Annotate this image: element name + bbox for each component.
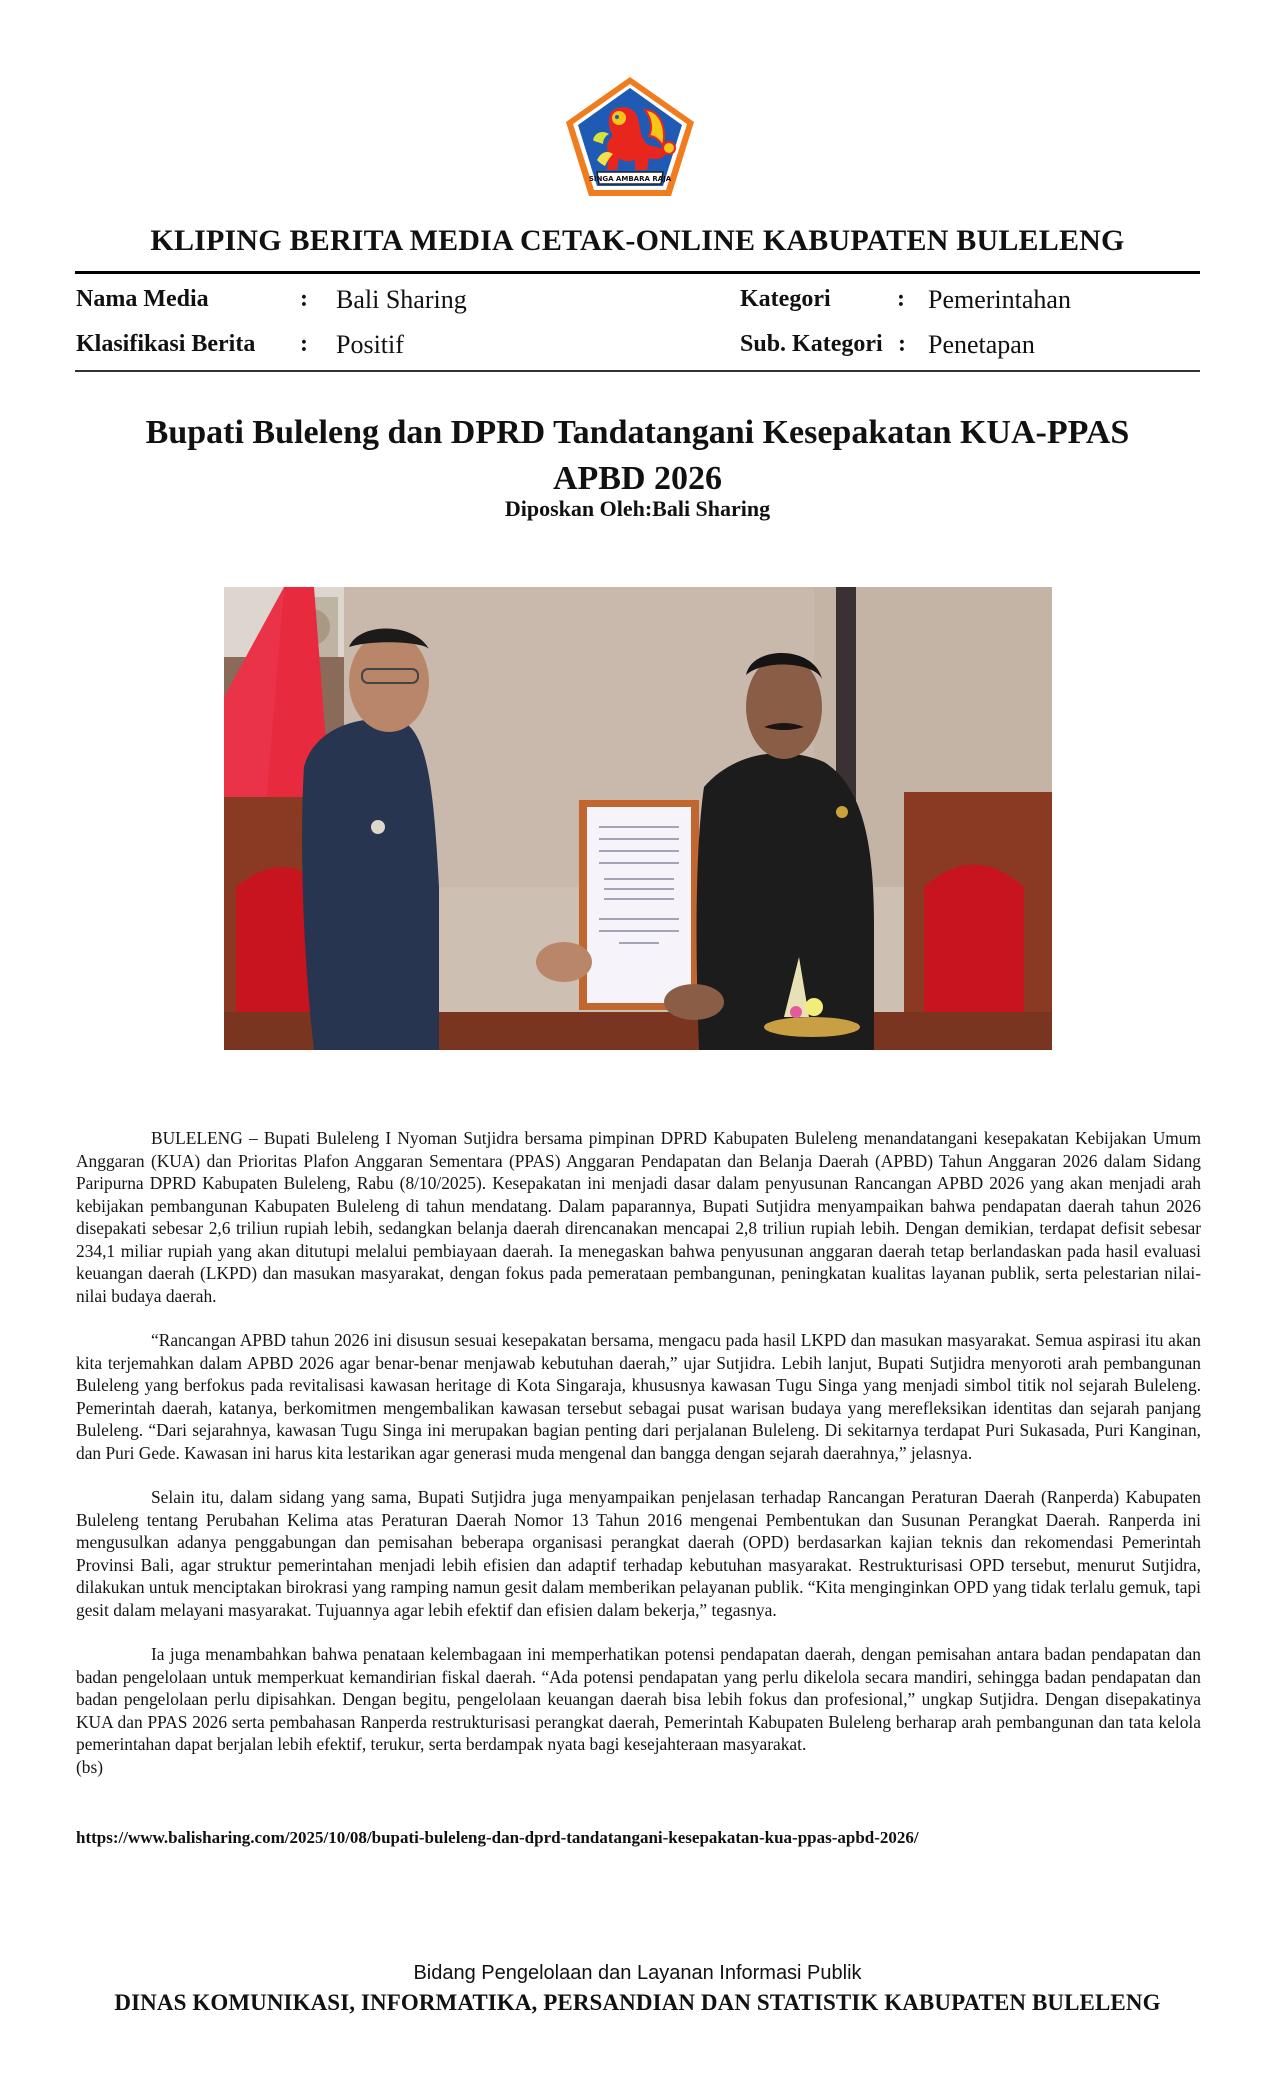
meta-value-media: Bali Sharing (336, 285, 467, 314)
article-paragraph: Ia juga menambahkan bahwa penataan kelembagaan ini memperhatikan potensi pendapatan daerah, dengan pemisahan antara badan pendapatan dan badan pengelolaan untuk memperkuat kemandirian fiskal daerah. “Ada potensi pendapatan yang perlu dikelola secara mandiri, sehingga badan pendapatan dan badan pengelolaan perlu dipisahkan. Dengan begitu, pengelolaan keuangan daerah bisa lebih fokus dan profesional,” ungkap Sutjidra. Dengan disepakatinya KUA dan PPAS 2026 serta pembahasan Ranperda restrukturisasi perangkat daerah, Pemerintah Kabupaten Buleleng berharap arah pembangunan dan tata kelola pemerintahan dapat berjalan lebih efektif, terukur, serta berdampak nyata bagi kesejahteraan masyarakat. (76, 1644, 1201, 1754)
article-paragraph: “Rancangan APBD tahun 2026 ini disusun sesuai kesepakatan bersama, mengacu pada hasil LKPD dan masukan masyarakat. Semua aspirasi itu akan kita terjemahkan dalam APBD 2026 agar benar-benar menjawab kebutuhan daerah,” ujar Sutjidra. Lebih lanjut, Bupati Sutjidra menyoroti arah pembangunan Buleleng yang berfokus pada revitalisasi kawasan heritage di Kota Singaraja, khususnya kawasan Tugu Singa yang menjadi simbol titik nol sejarah Buleleng. Pemerintah daerah, katanya, berkomitmen mengembalikan kawasan tersebut sebagai pusat warisan budaya yang merefleksikan identitas dan sejarah panjang Buleleng. “Dari sejarahnya, kawasan Tugu Singa ini merupakan bagian penting dari perjalanan Buleleng. Di sekitarnya terdapat Puri Sukasada, Puri Kanginan, dan Puri Gede. Kawasan ini harus kita lestarikan agar generasi muda mengenal dan bangga dengan sejarah daerahnya,” jelasnya. (76, 1330, 1201, 1463)
article-paragraph: BULELENG – Bupati Buleleng I Nyoman Sutjidra bersama pimpinan DPRD Kabupaten Buleleng menandatangani kesepakatan Kebijakan Umum Anggaran (KUA) dan Prioritas Plafon Anggaran Sementara (PPAS) Anggaran Pendapatan dan Belanja Daerah (APBD) Tahun Anggaran 2026 dalam Sidang Paripurna DPRD Kabupaten Buleleng, Rabu (8/10/2025). Kesepakatan ini menjadi dasar dalam penyusunan Rancangan APBD 2026 yang akan menjadi arah kebijakan pembangunan Kabupaten Buleleng di tahun mendatang. Dalam paparannya, Bupati Sutjidra menyampaikan bahwa pendapatan daerah tahun 2026 disepakati sebesar 2,6 triliun rupiah lebih, sedangkan belanja daerah direncanakan mencapai 2,8 triliun rupiah lebih. Dengan demikian, terdapat defisit sebesar 234,1 miliar rupiah yang akan ditutupi melalui pembiayaan daerah. Ia menegaskan bahwa penyusunan anggaran daerah tetap berlandaskan pada hasil evaluasi keuangan daerah (LKPD) dan masukan masyarakat, dengan fokus pada pemerataan pembangunan, peningkatan kualitas layanan publik, serta pelestarian nilai-nilai budaya daerah. (76, 1128, 1201, 1306)
article-paragraph: Selain itu, dalam sidang yang sama, Bupati Sutjidra juga menyampaikan penjelasan terhadap Rancangan Peraturan Daerah (Ranperda) Kabupaten Buleleng tentang Perubahan Kelima atas Peraturan Daerah Nomor 13 Tahun 2016 mengenai Pembentukan dan Susunan Perangkat Daerah. Ranperda ini mengusulkan adanya penggabungan dan pemisahan beberapa organisasi perangkat daerah (OPD) berdasarkan kajian teknis dan rekomendasi Pemerintah Provinsi Bali, agar struktur pemerintahan menjadi lebih efisien dan adaptif terhadap kebutuhan masyarakat. Restrukturisasi OPD tersebut, menurut Sutjidra, dilakukan untuk menciptakan birokrasi yang ramping namun gesit dalam memberikan pelayanan publik. “Kita menginginkan OPD yang tidak terlalu gemuk, tapi gesit dalam melayani masyarakat. Tujuannya agar lebih efektif dan efisien dalam bekerja,” tegasnya. (76, 1487, 1201, 1620)
singa-ambara-raja-emblem-icon (563, 74, 697, 200)
source-url-link[interactable]: https://www.balisharing.com/2025/10/08/bupati-buleleng-dan-dprd-tandatangani-kesepakatan-kua-ppas-apbd-2026/ (76, 1828, 919, 1847)
meta-colon-classification: : (300, 331, 308, 357)
page-header-title: KLIPING BERITA MEDIA CETAK-ONLINE KABUPATEN BULELENG (150, 224, 1125, 257)
meta-value-classification: Positif (336, 330, 404, 359)
meta-label-category: Kategori (740, 286, 831, 312)
article-title-line-2: APBD 2026 (552, 460, 723, 497)
meta-label-media: Nama Media (76, 286, 209, 312)
meta-colon-subcategory: : (898, 331, 906, 357)
header-divider-bottom (75, 370, 1200, 372)
footer-unit-name: Bidang Pengelolaan dan Layanan Informasi Publik (413, 1962, 862, 1984)
meta-colon-category: : (897, 286, 905, 312)
article-title-line-1: Bupati Buleleng dan DPRD Tandatangani Kesepakatan KUA-PPAS (145, 414, 1130, 451)
article-title (100, 410, 1175, 502)
article-body (76, 1127, 1201, 1790)
emblem-motto: SINGA AMBARA RAJA (588, 175, 672, 183)
article-photo (224, 587, 1052, 1050)
header-divider-top (75, 271, 1200, 274)
meta-value-category: Pemerintahan (928, 285, 1071, 314)
meta-value-subcategory: Penetapan (928, 330, 1035, 359)
article-byline: Diposkan Oleh:Bali Sharing (504, 496, 771, 521)
meta-colon-media: : (300, 286, 308, 312)
meta-label-classification: Klasifikasi Berita (76, 331, 256, 357)
meta-label-subcategory: Sub. Kategori (740, 331, 883, 357)
article-signoff: (bs) (76, 1756, 104, 1777)
footer-organization-name: DINAS KOMUNIKASI, INFORMATIKA, PERSANDIAN DAN STATISTIK KABUPATEN BULELENG (114, 1990, 1161, 2015)
